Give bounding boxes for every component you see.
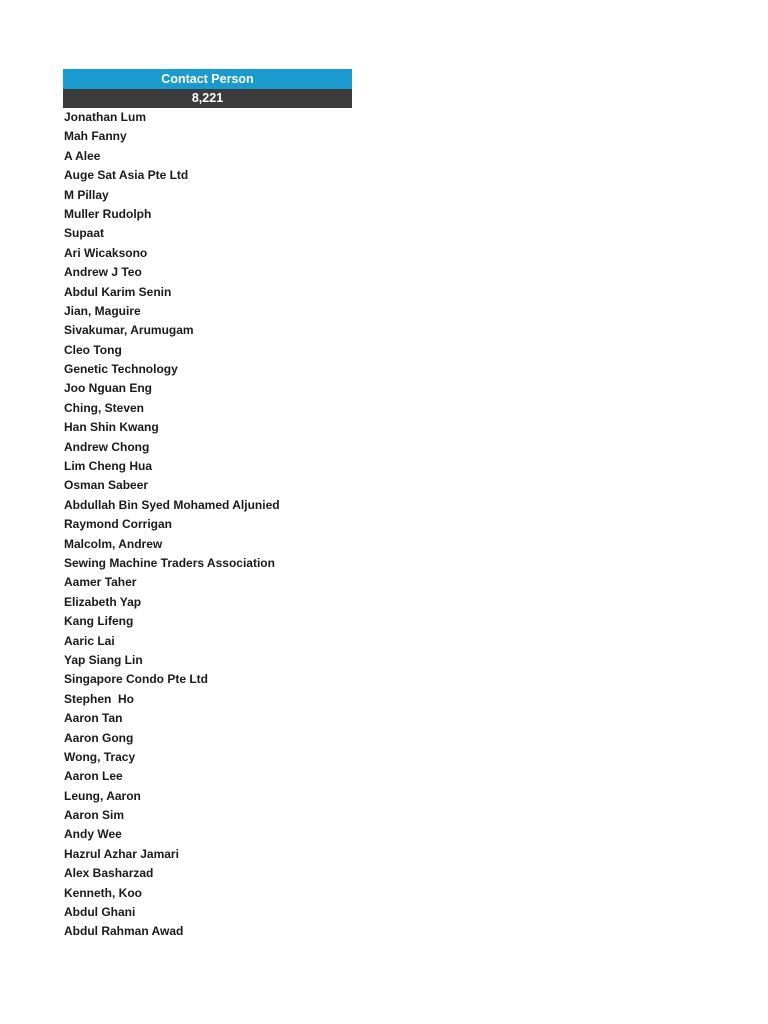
list-item: Ching, Steven: [64, 400, 145, 415]
list-item: Sewing Machine Traders Association: [64, 555, 275, 570]
list-item: Wong, Tracy: [64, 749, 136, 764]
list-item: Joo Nguan Eng: [64, 381, 152, 396]
list-item: Auge Sat Asia Pte Ltd: [64, 168, 189, 183]
list-item: Osman Sabeer: [64, 478, 149, 493]
list-item: Abdullah Bin Syed Mohamed Aljunied: [64, 497, 280, 512]
list-item: Aaron Sim: [64, 808, 125, 823]
list-item: Hazrul Azhar Jamari: [64, 846, 179, 861]
list-item: Alex Basharzad: [64, 866, 154, 881]
contact-table: [63, 69, 352, 942]
list-item: Kenneth, Koo: [64, 885, 142, 900]
column-header: Contact Person: [63, 69, 352, 89]
list-item: Abdul Ghani: [64, 905, 136, 920]
list-item: Malcolm, Andrew: [64, 536, 163, 551]
list-item: Elizabeth Yap: [64, 594, 142, 609]
list-item: Yap Siang Lin: [64, 652, 143, 667]
list-item: Abdul Rahman Awad: [64, 924, 184, 939]
list-item: Andrew Chong: [64, 439, 150, 454]
list-item: Cleo Tong: [64, 342, 122, 357]
list-item: Stephen Ho: [64, 691, 135, 706]
list-item: Aaron Tan: [64, 711, 123, 726]
list-item: Mah Fanny: [64, 129, 127, 144]
list-item: Aamer Taher: [64, 575, 137, 590]
list-item: Aaron Gong: [64, 730, 134, 745]
list-item: Sivakumar, Arumugam: [64, 323, 194, 338]
list-item: Jonathan Lum: [64, 110, 147, 124]
list-item: Ari Wicaksono: [64, 245, 148, 260]
list-item: Supaat: [64, 226, 105, 241]
list-item: Abdul Karim Senin: [64, 284, 172, 299]
list-item: Genetic Technology: [64, 362, 178, 377]
list-item: M Pillay: [64, 187, 109, 202]
list-item: Kang Lifeng: [64, 614, 134, 629]
list-item: A Alee: [64, 148, 101, 163]
list-item: Lim Cheng Hua: [64, 459, 153, 474]
list-item: Singapore Condo Pte Ltd: [64, 672, 208, 687]
list-item: Raymond Corrigan: [64, 517, 173, 532]
list-item: Aaric Lai: [64, 633, 115, 648]
list-item: Muller Rudolph: [64, 206, 152, 221]
list-item: Jian, Maguire: [64, 303, 141, 318]
list-item: Andy Wee: [64, 827, 122, 842]
record-count: 8,221: [63, 89, 352, 108]
list-item: Leung, Aaron: [64, 788, 141, 803]
list-item: Han Shin Kwang: [64, 420, 159, 435]
contact-list: [63, 108, 352, 942]
list-item: Andrew J Teo: [64, 265, 142, 280]
list-item: Aaron Lee: [64, 769, 123, 784]
